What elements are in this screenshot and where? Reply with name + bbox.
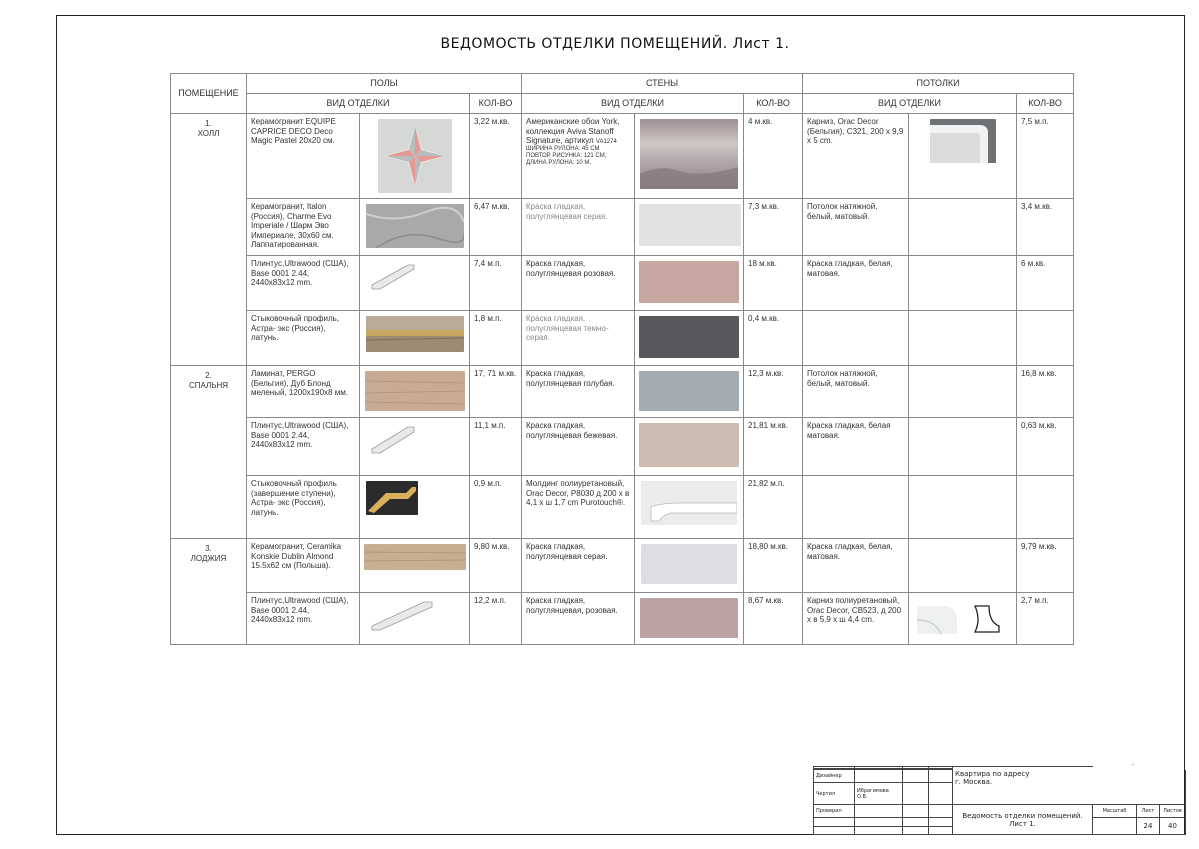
ceil-swatch (909, 418, 1017, 476)
cornice-swatch (930, 119, 996, 163)
room-cell-bedroom (171, 366, 247, 539)
wall-swatch (635, 539, 744, 593)
wall-swatch (635, 311, 744, 366)
table-row (171, 366, 1074, 418)
wall-swatch (635, 476, 744, 539)
page-title: ВЕДОМОСТЬ ОТДЕЛКИ ПОМЕЩЕНИЙ. Лист 1. (440, 36, 790, 52)
wall-desc: Краска гладкая, полуглянцевая темно-серая. (522, 311, 635, 366)
table-row (171, 476, 1074, 539)
floor-swatch (360, 256, 470, 311)
wall-qty: 12,3 м.кв. (744, 366, 803, 418)
wall-swatch (635, 366, 744, 418)
ceil-qty: 16,8 м.кв. (1017, 366, 1074, 418)
marble-swatch (366, 204, 464, 248)
table-row (171, 418, 1074, 476)
header-room: ПОМЕЩЕНИЕ (171, 74, 247, 114)
floor-swatch (360, 366, 470, 418)
wall-desc: Краска гладкая, полуглянцевая бежевая. (522, 418, 635, 476)
floor-qty: 17, 71 м.кв. (470, 366, 522, 418)
floor-desc: Керамогранит EQUIPE CAPRICE DECO Deco Magic Pastel 20x20 см. (247, 114, 360, 199)
ceil-desc: Краска гладкая, белая матовая. (803, 418, 909, 476)
floor-qty: 1,8 м.п. (470, 311, 522, 366)
floor-swatch (360, 114, 470, 199)
room-name: ЛОДЖИЯ (190, 553, 227, 563)
room-number: 1. (205, 119, 212, 128)
ceil-swatch (909, 476, 1017, 539)
corner-tick: - (1132, 762, 1134, 768)
table-row (171, 114, 1074, 199)
floor-swatch (360, 593, 470, 645)
paint-swatch-rose (640, 598, 738, 638)
floor-qty: 3,22 м.кв. (470, 114, 522, 199)
wall-swatch (635, 114, 744, 199)
ceil-desc: Карниз, Orac Decor (Бельгия), C321, 200 x 9,9 x 5 cm. (803, 114, 909, 199)
header-ceil-qty: КОЛ-ВО (1017, 94, 1074, 114)
baseboard-swatch (368, 598, 438, 632)
table-row (171, 256, 1074, 311)
ceil-qty: 2,7 м.п. (1017, 593, 1074, 645)
wallpaper-swatch (640, 119, 738, 189)
table-row (171, 311, 1074, 366)
floor-desc: Плинтус,Ultrawood (США), Base 0001 2.44, 2440x83x12 mm. (247, 593, 360, 645)
sheets-label: Листов (1160, 805, 1186, 817)
wall-spec-line: ШИРИНА РУЛОНА: 45 СМ (526, 146, 600, 153)
table-row (171, 593, 1074, 645)
floor-qty: 12,2 м.п. (470, 593, 522, 645)
wood-tile-swatch (364, 544, 466, 570)
header-walls: СТЕНЫ (522, 74, 803, 94)
wall-qty: 4 м.кв. (744, 114, 803, 199)
room-cell-hall (171, 114, 247, 366)
wall-desc: Краска гладкая, полуглянцевая розовая. (522, 256, 635, 311)
header-wall-type: ВИД ОТДЕЛКИ (522, 94, 744, 114)
baseboard-swatch (368, 423, 428, 455)
header-floors: ПОЛЫ (247, 74, 522, 94)
paint-swatch-blue (639, 371, 739, 411)
floor-desc: Ламинат, PERGO (Бельгия), Дуб Блонд меленый, 1200x190x8 мм. (247, 366, 360, 418)
ceil-desc: Карниз полиуретановый, Orac Decor, CB523, д 200 х в 5,9 х ш 4,4 cm. (803, 593, 909, 645)
sheet-title-line-2: Лист 1. (1009, 819, 1036, 828)
ceil-swatch (909, 539, 1017, 593)
wall-qty: 21,82 м.п. (744, 476, 803, 539)
ceil-qty: 3,4 м.кв. (1017, 199, 1074, 256)
floor-swatch (360, 476, 470, 539)
wall-qty: 18,80 м.кв. (744, 539, 803, 593)
profile-swatch (366, 316, 464, 352)
project-line-1: Квартира по адресу (955, 769, 1030, 778)
title-block (813, 766, 1185, 835)
scale-label: Масштаб (1093, 805, 1137, 817)
table-row (171, 199, 1074, 256)
drew-label: Чертил (814, 782, 855, 805)
molding-swatch (641, 481, 737, 525)
room-number: 3. (205, 544, 212, 553)
floor-desc: Плинтус,Ultrawood (США), Base 0001 2.44, 2440x83x12 mm. (247, 418, 360, 476)
finishing-schedule-table (170, 73, 1074, 645)
ceil-swatch (909, 311, 1017, 366)
floor-qty: 6,47 м.кв. (470, 199, 522, 256)
wall-desc: Молдинг полиуретановый, Orac Decor, P8030 д 200 х в 4,1 х ш 1,7 cm Purotouch®. (522, 476, 635, 539)
floor-desc: Керамогранит, Italon (Россия), Charme Evo Imperiale / Шарм Эво Империале, 30x60 см. Лаппатированная. (247, 199, 360, 256)
ceil-swatch (909, 114, 1017, 199)
wall-desc: Краска гладкая, полуглянцевая серая. (522, 199, 635, 256)
step-profile-swatch (366, 481, 418, 515)
wall-qty: 21,81 м.кв. (744, 418, 803, 476)
wall-desc: Краска гладкая, полуглянцевая, розовая. (522, 593, 635, 645)
ceil-desc (803, 311, 909, 366)
floor-desc: Стыковочный профиль, Астра- экс (Россия), латунь. (247, 311, 360, 366)
sheet-title-line-1: Ведомость отделки помещений. (962, 811, 1083, 820)
room-name: ХОЛЛ (197, 128, 220, 138)
floor-swatch (360, 539, 470, 593)
project-cell (953, 770, 1186, 805)
ceil-desc: Потолок натяжной, белый, матовый. (803, 199, 909, 256)
ceil-qty (1017, 311, 1074, 366)
paint-swatch-gray (639, 204, 741, 246)
header-ceil-type: ВИД ОТДЕЛКИ (803, 94, 1017, 114)
ceil-swatch (909, 366, 1017, 418)
designer-label: Дизайнер (814, 770, 855, 782)
room-name: СПАЛЬНЯ (188, 380, 229, 390)
drew-name: Ибрагимова О.В. (855, 782, 903, 805)
ceil-swatch (909, 199, 1017, 256)
wall-desc: Краска гладкая, полуглянцевая серая. (522, 539, 635, 593)
laminate-swatch (365, 371, 465, 411)
paint-swatch-pink (639, 261, 739, 303)
floor-qty: 9,80 м.кв. (470, 539, 522, 593)
floor-qty: 0,9 м.п. (470, 476, 522, 539)
project-line-2: г. Москва. (955, 777, 993, 786)
cornice-swatch (915, 598, 1011, 638)
floor-desc: Плинтус,Ultrawood (США), Base 0001 2.44, 2440x83x12 mm. (247, 256, 360, 311)
wall-swatch (635, 593, 744, 645)
wall-spec-line: ПОВТОР РИСУНКА: 121 СМ, (526, 153, 607, 160)
wall-desc (522, 114, 635, 199)
wall-swatch (635, 418, 744, 476)
wall-qty: 18 м.кв. (744, 256, 803, 311)
header-ceilings: ПОТОЛКИ (803, 74, 1074, 94)
paint-swatch-beige (639, 423, 739, 467)
checked-label: Проверил (814, 805, 855, 817)
sheet-title-cell (953, 805, 1093, 835)
room-cell-loggia (171, 539, 247, 645)
ceil-qty: 6 м.кв. (1017, 256, 1074, 311)
wall-qty: 0,4 м.кв. (744, 311, 803, 366)
wall-desc: Краска гладкая, полуглянцевая голубая. (522, 366, 635, 418)
ceil-qty (1017, 476, 1074, 539)
header-floor-qty: КОЛ-ВО (470, 94, 522, 114)
floor-swatch (360, 199, 470, 256)
wall-qty: 7,3 м.кв. (744, 199, 803, 256)
floor-swatch (360, 311, 470, 366)
wall-swatch (635, 199, 744, 256)
header-floor-type: ВИД ОТДЕЛКИ (247, 94, 470, 114)
floor-qty: 7,4 м.п. (470, 256, 522, 311)
ceil-swatch (909, 256, 1017, 311)
table-row (171, 539, 1074, 593)
paint-swatch-dark (639, 316, 739, 358)
ceil-qty: 7,5 м.п. (1017, 114, 1074, 199)
paint-swatch-gray (641, 544, 737, 584)
floor-qty: 11,1 м.п. (470, 418, 522, 476)
ceil-desc: Краска гладкая, белая, матовая. (803, 256, 909, 311)
ceil-desc: Краска гладкая, белая, матовая. (803, 539, 909, 593)
sheets-total: 40 (1160, 817, 1186, 834)
wall-swatch (635, 256, 744, 311)
wall-qty: 8,67 м.кв. (744, 593, 803, 645)
wall-desc-text: Американские обои York, коллекция Aviva Stanoff Signature, артикул (526, 117, 620, 146)
ceil-desc (803, 476, 909, 539)
ceil-desc: Потолок натяжной, белый, матовый. (803, 366, 909, 418)
ceil-qty: 9,79 м.кв. (1017, 539, 1074, 593)
sheet-number: 24 (1137, 817, 1160, 834)
wall-article: VA1274 (595, 139, 617, 146)
floor-desc: Керамогранит, Ceramika Konskie Dublin Almond 15.5x62 см (Польша). (247, 539, 360, 593)
wall-spec-line: ДЛИНА РУЛОНА: 10 М. (526, 160, 592, 167)
baseboard-swatch (368, 261, 428, 291)
star-tile-swatch (378, 119, 452, 193)
floor-desc: Стыковочный профиль (завершение ступени), Астра- экс (Россия), латунь. (247, 476, 360, 539)
ceil-qty: 0,63 м.кв. (1017, 418, 1074, 476)
header-wall-qty: КОЛ-ВО (744, 94, 803, 114)
ceil-swatch (909, 593, 1017, 645)
room-number: 2. (205, 371, 212, 380)
floor-swatch (360, 418, 470, 476)
sheet-label: Лист (1137, 805, 1160, 817)
